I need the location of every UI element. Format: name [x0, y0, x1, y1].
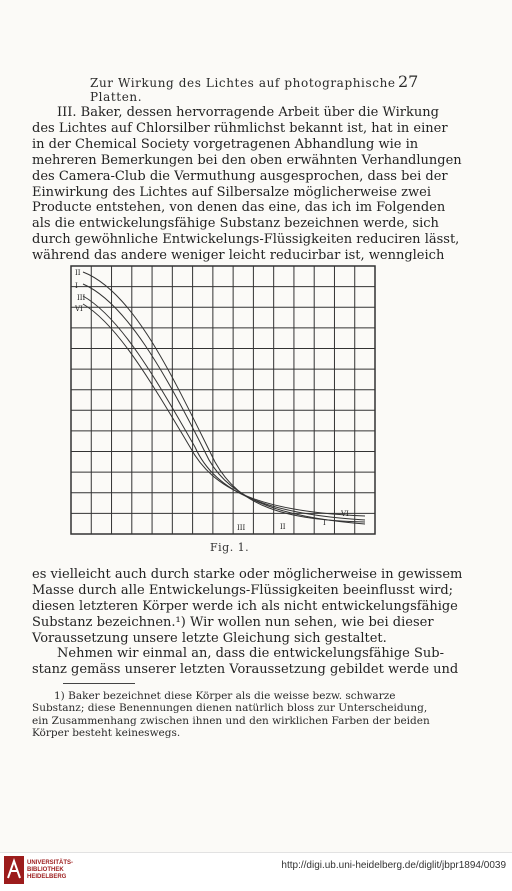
library-name-line: BIBLIOTHEK: [27, 867, 64, 873]
text-line: mehreren Bemerkungen bei den oben erwähnten Verhandlungen: [32, 152, 462, 168]
text-line: Nehmen wir einmal an, dass die entwickelungsfähige Sub-: [57, 646, 444, 661]
text-line: in der Chemical Society vorgetragenen Abhandlung wie in: [32, 136, 419, 152]
text-line: des Camera-Club die Vermuthung ausgesprochen, dass bei der: [32, 168, 448, 184]
footnote-line: 1) Baker bezeichnet diese Körper als die weisse bezw. schwarze: [54, 690, 396, 702]
curve-label-bottom: I: [323, 519, 326, 527]
text-line: Einwirkung des Lichtes auf Silbersalze möglicherweise zwei: [32, 184, 432, 200]
text-line: Substanz bezeichnen.¹) Wir wollen nun sehen, wie bei dieser: [32, 614, 434, 630]
curve-line-3: [83, 296, 365, 520]
viewer-footer-bar: [0, 852, 512, 891]
curve-label-bottom: VI: [341, 510, 349, 518]
text-line: während das andere weniger leicht reducirbar ist, wenngleich: [32, 248, 445, 264]
curve-label-top: I: [75, 282, 78, 290]
library-name: [27, 860, 73, 881]
figure-1-graph: [65, 262, 381, 540]
source-url-link[interactable]: http://digi.ub.uni-heidelberg.de/diglit/jbpr1894/0039: [281, 860, 506, 871]
figure-caption: Fig. 1.: [210, 541, 250, 554]
curve-line-2: [83, 284, 365, 524]
curve-label-top: II: [75, 269, 81, 277]
curve-label-top: III: [77, 294, 86, 302]
graph-frame: [71, 266, 375, 534]
curve-label-bottom: III: [237, 524, 246, 532]
library-name-line: HEIDELBERG: [27, 874, 67, 880]
curve-label-top: VI: [75, 305, 83, 313]
text-line: Masse durch alle Entwickelungs-Flüssigkeiten beeinflusst wird;: [32, 582, 454, 598]
running-title: Zur Wirkung des Lichtes auf photographische Platten.: [90, 76, 396, 104]
text-line: III. Baker, dessen hervorragende Arbeit über die Wirkung: [57, 105, 439, 120]
curve-label-bottom: II: [280, 523, 286, 531]
text-line: Voraussetzung unsere letzte Gleichung sich gestaltet.: [32, 630, 387, 646]
text-line: durch gewöhnliche Entwickelungs-Flüssigkeiten reduciren lässt,: [32, 232, 460, 248]
text-line: stanz gemäss unserer letzten Voraussetzung gebildet werde und: [32, 661, 459, 677]
text-line: Producte entstehen, von denen das eine, das ich im Folgenden: [32, 200, 446, 216]
text-line: es vielleicht auch durch starke oder möglicherweise in gewissem: [32, 567, 463, 582]
page-number: 27: [398, 72, 419, 91]
paragraph-2: [32, 567, 463, 647]
footnote-line: Körper besteht keineswegs.: [32, 727, 181, 740]
footnote-divider: [63, 683, 135, 684]
library-name-line: UNIVERSITÄTS-: [27, 860, 74, 866]
paragraph-3: [32, 646, 459, 678]
text-line: des Lichtes auf Chlorsilber rühmlichst bekannt ist, hat in einer: [32, 120, 448, 136]
footnote-line: Substanz; diese Benennungen dienen natürlich bloss zur Unterscheidung,: [32, 702, 428, 715]
footnote: [32, 690, 430, 740]
text-line: als die entwickelungsfähige Substanz bezeichnen werde, sich: [32, 216, 439, 232]
footnote-line: ein Zusammenhang zwischen ihnen und den wirklichen Farben der beiden: [32, 714, 430, 727]
text-line: diesen letzteren Körper werde ich als nicht entwickelungsfähige: [32, 598, 458, 614]
paragraph-1: [32, 105, 462, 264]
university-library-logo-icon: [4, 856, 24, 884]
